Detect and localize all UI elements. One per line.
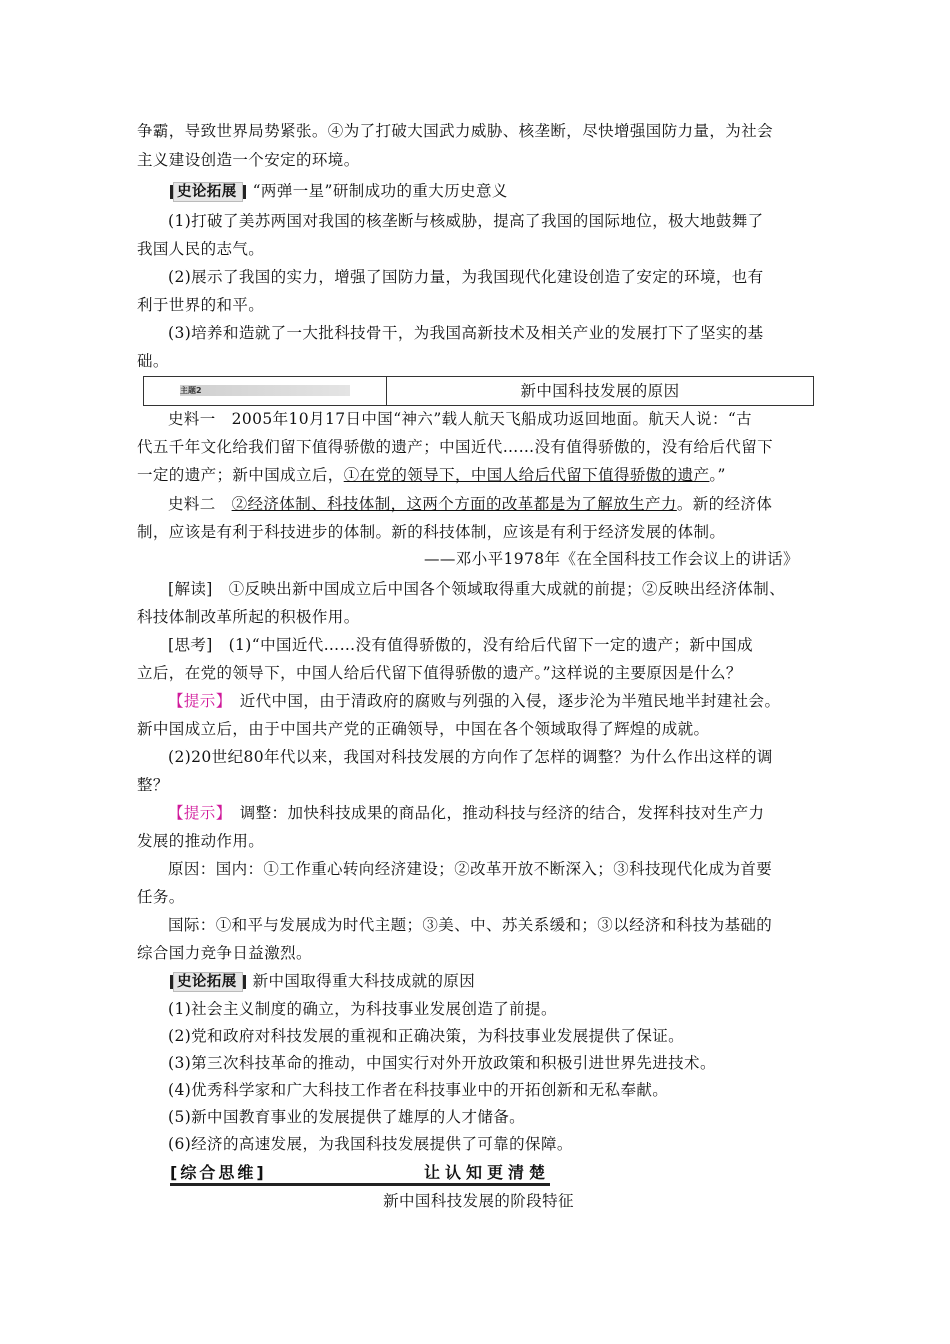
paragraph-line: [思考] (1)“中国近代……没有值得骄傲的，没有给后代留下一定的遗产；新中国成 [168,636,753,654]
text-span: 一定的遗产；新中国成立后， [137,466,344,484]
paragraph-line: 科技体制改革所起的积极作用。 [137,608,360,626]
header-rule [170,1183,550,1186]
list-item: (6)经济的高速发展，为我国科技发展提供了可靠的保障。 [168,1135,573,1153]
topic-header-box [143,376,814,406]
subsection-title: 新中国科技发展的阶段特征 [383,1192,574,1210]
list-item: (3)第三次科技革命的推动，中国实行对外开放政策和积极引进世界先进技术。 [168,1054,716,1072]
topic-chip-label: 主题2 [180,386,202,395]
topic-title: 新中国科技发展的原因 [520,382,680,400]
paragraph-line: 我国人民的志气。 [137,240,265,258]
paragraph-line: 代五千年文化给我们留下值得骄傲的遗产；中国近代……没有值得骄傲的，没有给后代留下 [137,438,774,456]
paragraph-line: 立后，在党的领导下，中国人给后代留下值得骄傲的遗产。”这样说的主要原因是什么？ [137,664,742,682]
list-item: (5)新中国教育事业的发展提供了雄厚的人才储备。 [168,1108,526,1126]
paragraph-line: 础。 [137,352,169,370]
zonghe-slogan: 让认知更清楚 [423,1163,550,1182]
source-citation: ——邓小平1978年《在全国科技工作会议上的讲话》 [424,550,799,568]
paragraph-line: (1)打破了美苏两国对我国的核垄断与核威胁，提高了我国的国际地位，极大地鼓舞了 [168,212,764,230]
paragraph-line: 史料一 2005年10月17日中国“神六”载人航天飞船成功返回地面。航天人说：“古 [168,410,753,428]
list-item: (4)优秀科学家和广大科技工作者在科技事业中的开拓创新和无私奉献。 [168,1081,669,1099]
list-item: (2)党和政府对科技发展的重视和正确决策，为科技事业发展提供了保证。 [168,1027,685,1045]
section-heading [173,970,475,992]
list-item: (1)社会主义制度的确立，为科技事业发展创造了前提。 [168,1000,557,1018]
paragraph-line: 新中国成立后，由于中国共产党的正确领导，中国在各个领域取得了辉煌的成就。 [137,720,710,738]
paragraph-line: 任务。 [137,888,185,906]
topic-label-cell [144,377,387,405]
text-span: 近代中国，由于清政府的腐败与列强的入侵，逐步沦为半殖民地半封建社会。 [223,692,781,710]
section-heading [173,180,508,202]
shilun-tag: 史论拓展 [173,182,243,202]
paragraph-line: 制，应该是有利于科技进步的体制。新的科技体制，应该是有利于经济发展的体制。 [137,523,726,541]
hint-label: 【提示】 [168,692,224,710]
hint-label: 【提示】 [168,804,224,822]
paragraph-line [168,690,780,712]
paragraph-line: 争霸，导致世界局势紧张。④为了打破大国武力威胁、核垄断，尽快增强国防力量，为社会 [137,122,774,140]
topic-banner-graphic [180,385,350,396]
paragraph-line: 整？ [137,776,169,794]
paragraph-line: 利于世界的和平。 [137,296,265,314]
paragraph-line: (2)展示了我国的实力，增强了国防力量，为我国现代化建设创造了安定的环境，也有 [168,268,764,286]
paragraph-line: 发展的推动作用。 [137,832,265,850]
underlined-text: ②经济体制、科技体制，这两个方面的改革都是为了解放生产力 [231,495,677,513]
paragraph-line [137,464,726,486]
paragraph-line: (3)培养和造就了一大批科技骨干，为我国高新技术及相关产业的发展打下了坚实的基 [168,324,764,342]
paragraph-line: 主义建设创造一个安定的环境。 [137,151,360,169]
text-span: 。新的经济体 [676,495,773,513]
zonghe-header [170,1163,550,1185]
paragraph-line [168,802,764,824]
zonghe-label: [综合思维] [170,1163,267,1182]
paragraph-line: [解读] ①反映出新中国成立后中国各个领域取得重大成就的前提；②反映出经济体制、 [168,580,786,598]
paragraph-line: 原因：国内：①工作重心转向经济建设；②改革开放不断深入；③科技现代化成为首要 [168,860,773,878]
paragraph-line: 综合国力竞争日益激烈。 [137,944,312,962]
paragraph-line: 国际：①和平与发展成为时代主题；③美、中、苏关系缓和；③以经济和科技为基础的 [168,916,773,934]
paragraph-line [168,493,772,515]
text-span: 史料二 [168,495,232,513]
section-title: 新中国取得重大科技成就的原因 [252,972,476,990]
section-title: “两弹一星”研制成功的重大历史意义 [252,182,508,200]
shilun-tag: 史论拓展 [173,972,243,992]
text-span: 。” [709,466,726,484]
text-span: 调整：加快科技成果的商品化，推动科技与经济的结合，发挥科技对生产力 [223,804,765,822]
paragraph-line: (2)20世纪80年代以来，我国对科技发展的方向作了怎样的调整？为什么作出这样的调 [168,748,773,766]
underlined-text: ①在党的领导下，中国人给后代留下值得骄傲的遗产 [343,466,710,484]
